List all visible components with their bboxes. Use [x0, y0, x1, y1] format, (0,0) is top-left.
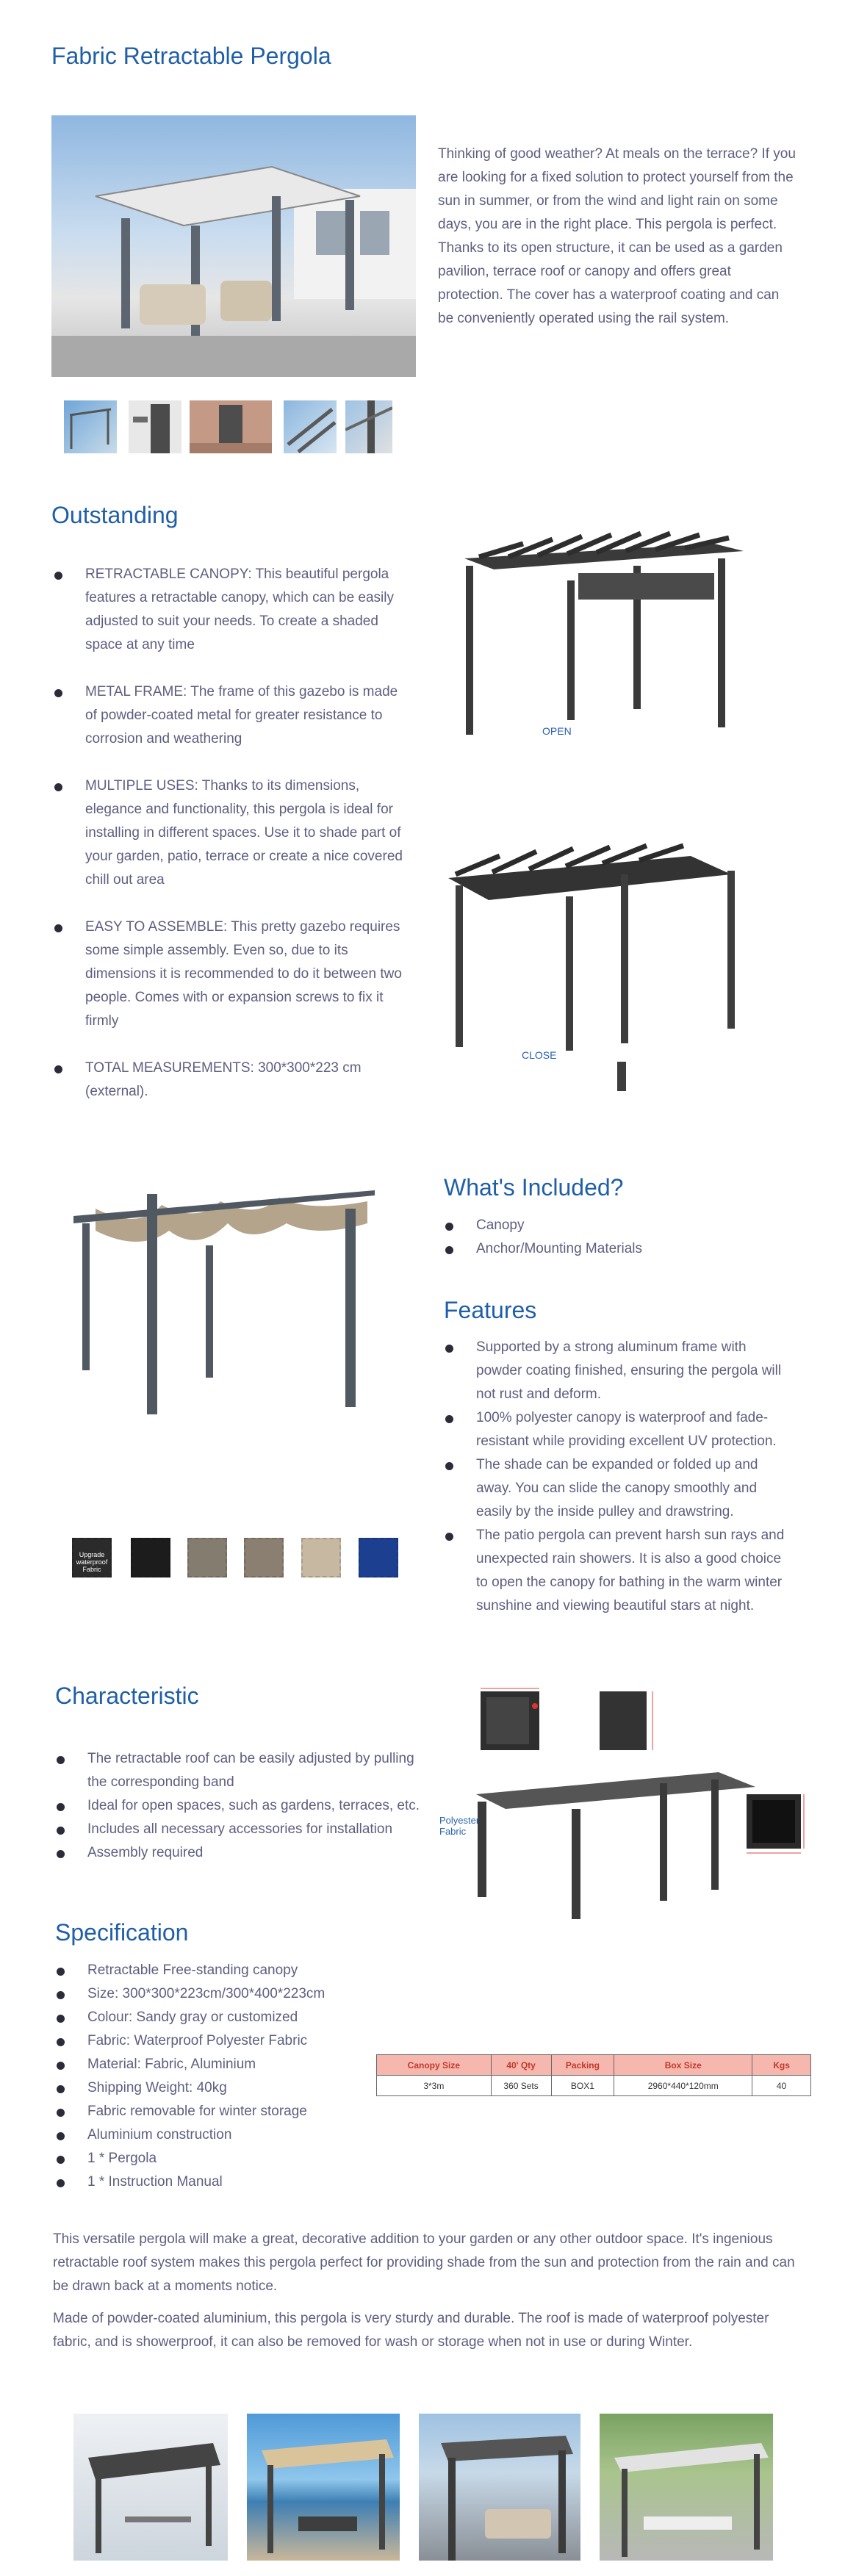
feature-item: The patio pergola can prevent harsh sun rays and unexpected rain showers. It is also a good choice to open the canopy for bathing in the warm winter sunshine and viewing beautiful stars at night. — [444, 1524, 789, 1618]
included-item: Canopy — [444, 1214, 782, 1237]
table-header-row — [377, 2055, 811, 2076]
frame-diagram — [439, 1684, 807, 1926]
pergola-open-photo — [450, 529, 751, 771]
swatch-color-3[interactable] — [187, 1538, 227, 1577]
table-cell: 360 Sets — [491, 2076, 551, 2096]
closing-paragraph-2: Made of powder-coated aluminium, this pergola is very sturdy and durable. The roof is made of waterproof polyester fabric, and is showerproof, it can also be removed for wash or storage when not in use or during Winter. — [53, 2311, 769, 2350]
swatch-badge[interactable] — [72, 1538, 112, 1577]
outstanding-item: RETRACTABLE CANOPY: This beautiful pergola features a retractable canopy, which can be easily adjusted to suit your needs. To create a shaded space at any time — [53, 563, 413, 657]
thumbnail-2[interactable] — [129, 400, 181, 453]
spec-item: Shipping Weight: 40kg — [55, 2076, 400, 2100]
swatch-color-2[interactable] — [131, 1538, 170, 1577]
hero-photo — [51, 115, 416, 377]
table-header: Packing — [551, 2055, 614, 2076]
feature-item: The shade can be expanded or folded up and away. You can slide the canopy smoothly and easily by the inside pulley and drawstring. — [444, 1453, 789, 1524]
spec-item: Aluminium construction — [55, 2123, 400, 2147]
pergola-canopy-photo — [73, 1179, 375, 1422]
swatch-color-4[interactable] — [244, 1538, 284, 1577]
spec-table — [376, 2054, 811, 2096]
features-title: Features — [444, 1297, 537, 1323]
table-header: 40' Qty — [491, 2055, 551, 2076]
spec-item: 1 * Pergola — [55, 2147, 400, 2170]
closing-paragraph-1: This versatile pergola will make a great, decorative addition to your garden or any other outdoor space. It's ingenious retractable roof system makes this pergola perfect for providing shade from the sun and protection from the rain and can be drawn back at a moments notice. — [53, 2231, 795, 2294]
spec-item: 1 * Instruction Manual — [55, 2170, 400, 2194]
pergola-close-photo — [441, 841, 742, 1091]
spec-item: Fabric: Waterproof Polyester Fabric — [55, 2029, 400, 2053]
outstanding-item: MULTIPLE USES: Thanks to its dimensions, elegance and functionality, this pergola is ideal for installing in different spaces. Use it to shade part of your garden, patio, terrace or create a nice covered chill out area — [53, 774, 413, 892]
close-label: CLOSE — [522, 1049, 557, 1061]
feature-item: 100% polyester canopy is waterproof and fade-resistant while providing excellent UV protection. — [444, 1406, 789, 1453]
outstanding-title: Outstanding — [51, 502, 179, 528]
intro-text: Thinking of good weather? At meals on the terrace? If you are looking for a fixed solution to protect yourself from the sun in summer, or from the wind and light rain on some days, you are in the right place. This pergola is perfect. Thanks to its open structure, it can be used as a garden pavilion, terrace roof or canopy and offers great protection. The cover has a waterproof coating and can be conveniently operated using the rail system. — [438, 146, 796, 326]
characteristic-item: Includes all necessary accessories for installation — [55, 1818, 422, 1841]
fabric-label: Polyester Fabric — [439, 1815, 480, 1837]
outstanding-list — [53, 563, 413, 1104]
thumbnail-3[interactable] — [190, 400, 272, 453]
table-cell: 2960*440*120mm — [614, 2076, 752, 2096]
feature-item: Supported by a strong aluminum frame with powder coating finished, ensuring the pergola will not rust and deform. — [444, 1336, 789, 1406]
swatch-color-5[interactable] — [301, 1538, 341, 1577]
included-title: What's Included? — [444, 1174, 624, 1201]
gallery-photo-3[interactable] — [419, 2414, 580, 2561]
table-header: Kgs — [752, 2055, 811, 2076]
thumbnail-5[interactable] — [345, 400, 392, 453]
characteristic-title: Characteristic — [55, 1683, 199, 1709]
swatch-badge-text: Upgrade waterproof Fabric — [76, 1551, 108, 1573]
gallery-photo-4[interactable] — [600, 2414, 773, 2561]
swatch-color-6[interactable] — [359, 1538, 398, 1577]
characteristic-item: Ideal for open spaces, such as gardens, terraces, etc. — [55, 1794, 422, 1818]
included-item: Anchor/Mounting Materials — [444, 1237, 782, 1261]
table-header: Box Size — [614, 2055, 752, 2076]
table-cell: BOX1 — [551, 2076, 614, 2096]
open-label: OPEN — [542, 725, 572, 737]
thumbnail-1[interactable] — [64, 400, 117, 453]
spec-item: Size: 300*300*223cm/300*400*223cm — [55, 1982, 400, 2006]
gallery-photo-1[interactable] — [73, 2414, 228, 2561]
outstanding-item: TOTAL MEASUREMENTS: 300*300*223 cm (external). — [53, 1057, 413, 1104]
outstanding-item: METAL FRAME: The frame of this gazebo is made of powder-coated metal for greater resistance to corrosion and weathering — [53, 680, 413, 751]
table-cell: 3*3m — [377, 2076, 492, 2096]
characteristic-item: Assembly required — [55, 1841, 422, 1865]
thumbnail-4[interactable] — [284, 400, 337, 453]
features-list — [444, 1336, 789, 1618]
table-cell: 40 — [752, 2076, 811, 2096]
gallery-photo-2[interactable] — [247, 2414, 400, 2561]
spec-item: Retractable Free-standing canopy — [55, 1959, 400, 1982]
characteristic-item: The retractable roof can be easily adjusted by pulling the corresponding band — [55, 1747, 422, 1794]
spec-item: Material: Fabric, Aluminium — [55, 2053, 400, 2076]
table-header: Canopy Size — [377, 2055, 492, 2076]
specification-list — [55, 1959, 400, 2194]
characteristic-list — [55, 1747, 422, 1865]
page-title: Fabric Retractable Pergola — [51, 43, 331, 69]
outstanding-item: EASY TO ASSEMBLE: This pretty gazebo requires some simple assembly. Even so, due to its dimensions it is recommended to do it between two people. Comes with or expansion screws to fix it firmly — [53, 915, 413, 1033]
spec-item: Colour: Sandy gray or customized — [55, 2006, 400, 2029]
table-row — [377, 2076, 811, 2096]
spec-item: Fabric removable for winter storage — [55, 2100, 400, 2123]
included-list — [444, 1214, 782, 1261]
specification-title: Specification — [55, 1919, 189, 1946]
